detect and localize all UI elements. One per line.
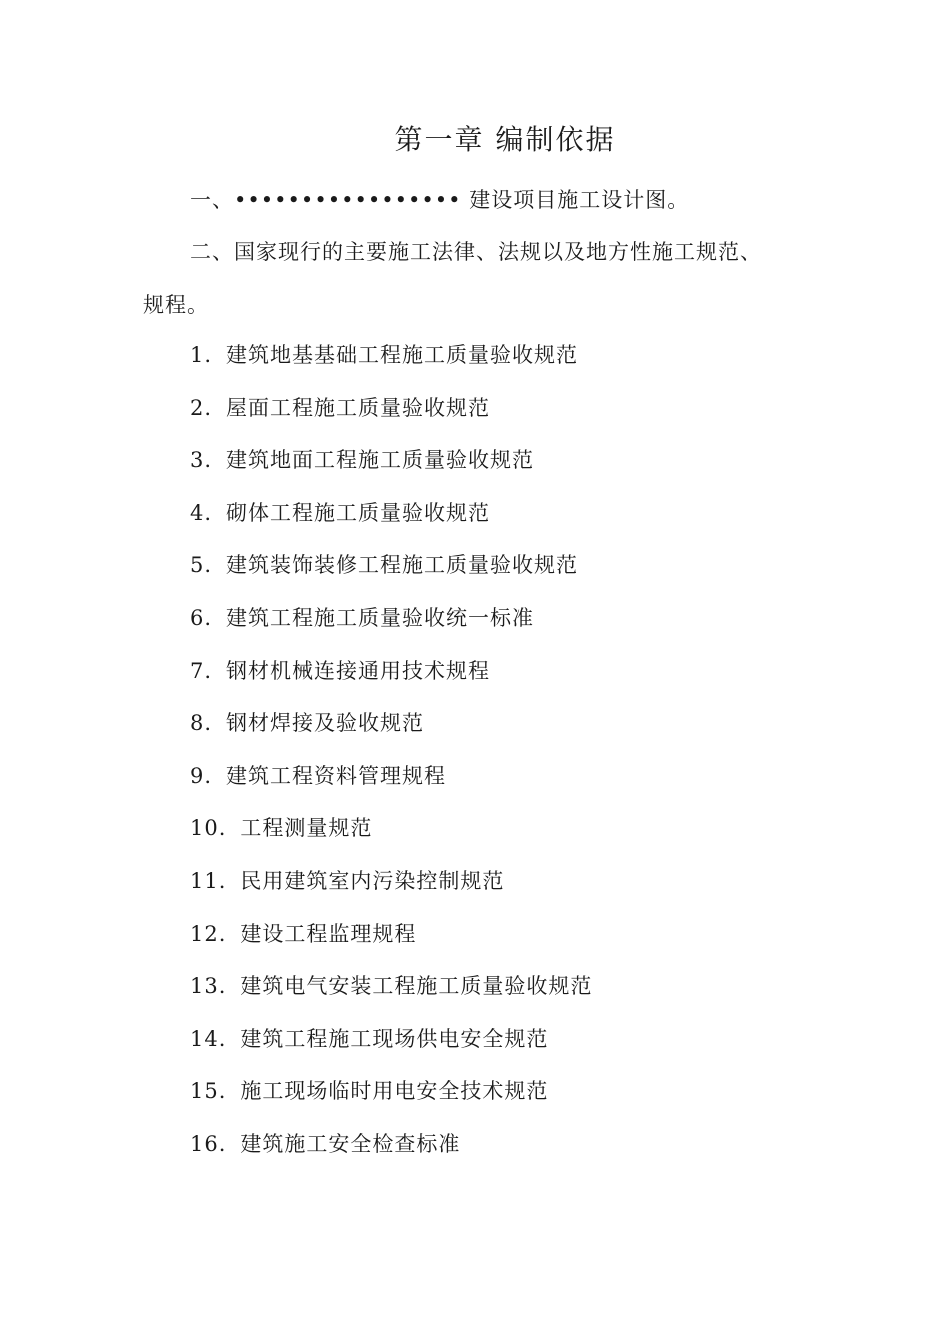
item-text: 建筑装饰装修工程施工质量验收规范 <box>226 553 579 578</box>
list-item <box>190 499 592 552</box>
list-item <box>190 1025 592 1078</box>
list-item <box>190 762 592 815</box>
item-number: 15. <box>190 1079 227 1104</box>
item-number: 16. <box>190 1131 227 1156</box>
item-number: 4. <box>190 500 213 525</box>
item-number: 7. <box>190 658 213 683</box>
item-number: 12. <box>190 921 227 946</box>
item-number: 5. <box>190 553 213 578</box>
list-item <box>190 446 592 499</box>
list-item <box>190 1130 592 1183</box>
item-text: 建筑施工安全检查标准 <box>240 1131 461 1156</box>
paragraph-regulations: 二、国家现行的主要施工法律、法规以及地方性施工规范、 <box>190 240 762 264</box>
item-number: 2. <box>190 395 213 420</box>
item-text: 砌体工程施工质量验收规范 <box>226 500 491 525</box>
list-item <box>190 551 592 604</box>
item-text: 工程测量规范 <box>240 816 373 841</box>
item-text: 建设工程监理规程 <box>240 921 417 946</box>
item-text: 建筑工程施工现场供电安全规范 <box>240 1026 549 1051</box>
item-number: 1. <box>190 343 213 367</box>
item-number: 13. <box>190 974 227 999</box>
item-text: 屋面工程施工质量验收规范 <box>226 395 491 420</box>
list-item <box>190 341 592 394</box>
paragraph-design-drawings: 一、••••••••••••••••• 建设项目施工设计图。 <box>190 188 690 212</box>
list-item <box>190 972 592 1025</box>
item-text: 民用建筑室内污染控制规范 <box>240 868 505 893</box>
item-text: 建筑电气安装工程施工质量验收规范 <box>240 974 593 999</box>
item-number: 14. <box>190 1026 227 1051</box>
item-text: 施工现场临时用电安全技术规范 <box>240 1079 549 1104</box>
item-number: 3. <box>190 448 213 473</box>
item-number: 6. <box>190 605 213 630</box>
item-number: 11. <box>190 868 227 893</box>
item-text: 建筑工程施工质量验收统一标准 <box>226 605 535 630</box>
item-text: 钢材机械连接通用技术规程 <box>226 658 491 683</box>
item-text: 建筑地基基础工程施工质量验收规范 <box>226 343 579 367</box>
item-text: 钢材焊接及验收规范 <box>226 711 425 736</box>
list-item <box>190 920 592 973</box>
list-item <box>190 867 592 920</box>
item-number: 8. <box>190 711 213 736</box>
standards-list <box>190 341 592 1183</box>
item-text: 建筑工程资料管理规程 <box>226 763 447 788</box>
list-item <box>190 604 592 657</box>
list-item <box>190 657 592 710</box>
list-item <box>190 709 592 762</box>
paragraph-regulations-continued: 规程。 <box>143 293 209 317</box>
chapter-title: 第一章 编制依据 <box>394 123 616 156</box>
list-item <box>190 394 592 447</box>
list-item <box>190 1077 592 1130</box>
item-number: 9. <box>190 763 213 788</box>
list-item <box>190 814 592 867</box>
item-text: 建筑地面工程施工质量验收规范 <box>226 448 535 473</box>
item-number: 10. <box>190 816 227 841</box>
